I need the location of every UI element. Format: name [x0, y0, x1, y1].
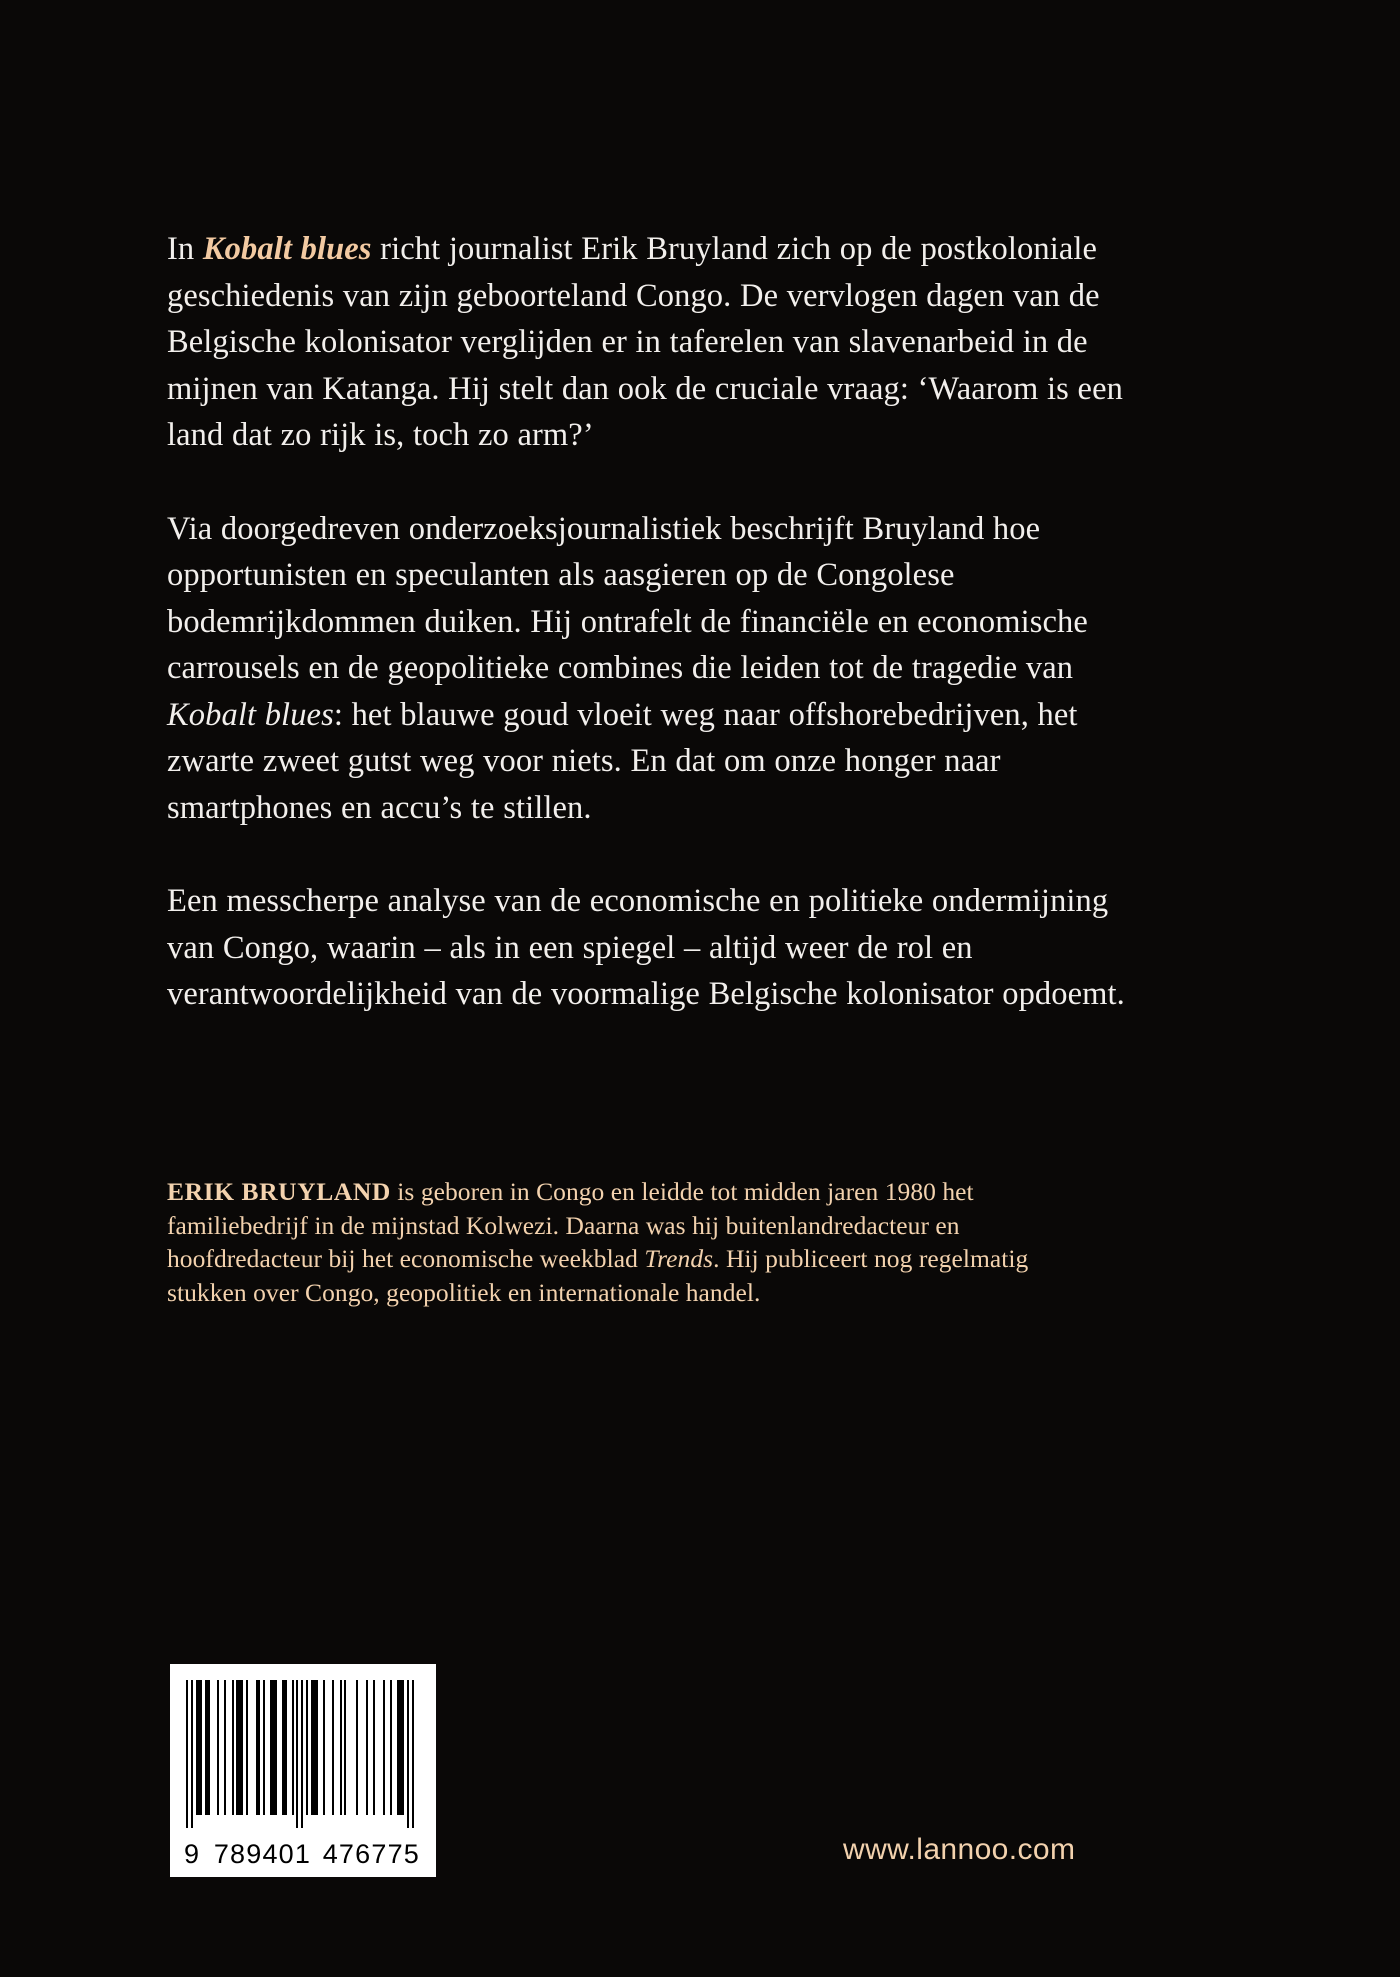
paragraph-2-lead: Via doorgedreven onderzoeksjournalistiek beschrijft Bruyland hoe opportunisten en speculanten als aasgieren op de Congolese bodemrijkdommen duiken. Hij ontrafelt de financiële en economische carrousels en de geopolitieke combines die leiden tot de tragedie van	[167, 510, 1088, 686]
barcode-lead-digit: 9	[184, 1839, 201, 1869]
paragraph-1-lead: In	[167, 231, 203, 267]
magazine-name: Trends	[644, 1244, 714, 1273]
blurb-text-block	[167, 226, 1127, 1018]
author-bio	[167, 1175, 1107, 1309]
blurb-paragraph-1	[167, 226, 1127, 459]
barcode-bars	[186, 1680, 424, 1828]
barcode-group-2: 476775	[322, 1839, 420, 1869]
author-name: ERIK BRUYLAND	[167, 1177, 391, 1206]
book-title-accent: Kobalt blues	[202, 231, 372, 267]
author-bio-part-2: . Hij publiceert nog regelmatig stukken over Congo, geopolitiek en internationale handel.	[167, 1244, 1029, 1307]
publisher-website[interactable]: www.lannoo.com	[843, 1833, 1076, 1866]
barcode-group-1: 789401	[213, 1839, 312, 1869]
blurb-paragraph-2	[167, 506, 1127, 832]
paragraph-1-rest: richt journalist Erik Bruyland zich op de postkoloniale geschiedenis van zijn geboorteland Congo. De vervlogen dagen van de Belgische kolonisator verglijden er in taferelen van slavenarbeid in de mijnen van Katanga. Hij stelt dan ook de cruciale vraag: ‘Waarom is een land dat zo rijk is, toch zo arm?’	[167, 231, 1123, 453]
book-title-italic: Kobalt blues	[167, 696, 334, 733]
isbn-barcode	[170, 1664, 436, 1877]
barcode-digits	[184, 1828, 422, 1870]
paragraph-2-rest: : het blauwe goud vloeit weg naar offshorebedrijven, het zwarte zweet gutst weg voor niets. En dat om onze honger naar smartphones en accu’s te stillen.	[167, 696, 1078, 826]
author-bio-part-1: is geboren in Congo en leidde tot midden jaren 1980 het familiebedrijf in de mijnstad Kolwezi. Daarna was hij buitenlandredacteur en hoofdredacteur bij het economische weekblad	[167, 1177, 974, 1273]
blurb-paragraph-3: Een messcherpe analyse van de economische en politieke ondermijning van Congo, waarin – als in een spiegel – altijd weer de rol en verantwoordelijkheid van de voormalige Belgische kolonisator opdoemt.	[167, 883, 1125, 1012]
